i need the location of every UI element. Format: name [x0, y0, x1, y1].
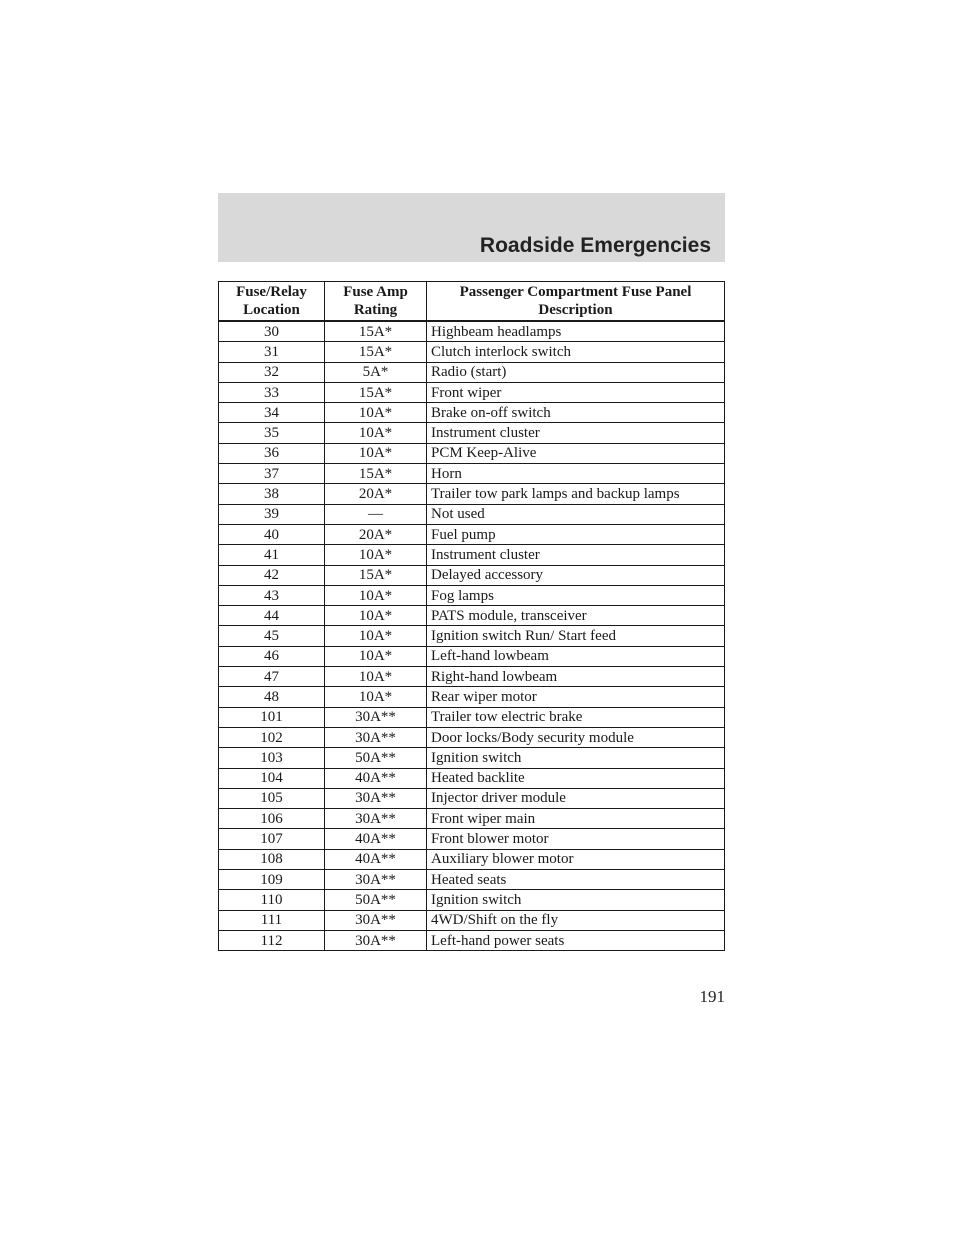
cell-location: 109 — [219, 870, 325, 890]
cell-location: 30 — [219, 321, 325, 342]
header-rating — [325, 282, 427, 322]
cell-location: 106 — [219, 809, 325, 829]
cell-location: 105 — [219, 788, 325, 808]
table-row — [219, 545, 725, 565]
cell-location: 41 — [219, 545, 325, 565]
cell-location: 104 — [219, 768, 325, 788]
table-row — [219, 423, 725, 443]
table-row — [219, 748, 725, 768]
table-row — [219, 930, 725, 950]
cell-description: PCM Keep-Alive — [427, 443, 725, 463]
table-row — [219, 788, 725, 808]
cell-description: Fog lamps — [427, 585, 725, 605]
cell-description: Instrument cluster — [427, 423, 725, 443]
cell-description: Trailer tow park lamps and backup lamps — [427, 484, 725, 504]
page-number: 191 — [699, 987, 725, 1006]
cell-description: Front blower motor — [427, 829, 725, 849]
table-row — [219, 910, 725, 930]
table-row — [219, 849, 725, 869]
header-text: Rating — [353, 302, 398, 318]
cell-location: 33 — [219, 382, 325, 402]
cell-location: 39 — [219, 504, 325, 524]
cell-rating: 40A** — [325, 768, 427, 788]
cell-rating: 30A** — [325, 910, 427, 930]
cell-rating: 15A* — [325, 321, 427, 342]
cell-description: Trailer tow electric brake — [427, 707, 725, 727]
cell-location: 47 — [219, 667, 325, 687]
cell-rating: 10A* — [325, 545, 427, 565]
cell-rating: 5A* — [325, 362, 427, 382]
cell-location: 34 — [219, 403, 325, 423]
table-row — [219, 342, 725, 362]
table-row — [219, 321, 725, 342]
cell-description: 4WD/Shift on the fly — [427, 910, 725, 930]
cell-location: 32 — [219, 362, 325, 382]
table-row — [219, 524, 725, 544]
cell-description: Instrument cluster — [427, 545, 725, 565]
cell-rating: 30A** — [325, 870, 427, 890]
cell-rating: 10A* — [325, 687, 427, 707]
table-row — [219, 443, 725, 463]
cell-description: Heated seats — [427, 870, 725, 890]
header-text: Passenger Compartment Fuse Panel — [459, 284, 692, 300]
cell-rating: 30A** — [325, 788, 427, 808]
table-row — [219, 626, 725, 646]
cell-description: Ignition switch — [427, 748, 725, 768]
cell-description: Fuel pump — [427, 524, 725, 544]
cell-rating: 10A* — [325, 667, 427, 687]
header-location — [219, 282, 325, 322]
header-text: Fuse/Relay — [236, 284, 307, 300]
cell-description: Delayed accessory — [427, 565, 725, 585]
cell-location: 40 — [219, 524, 325, 544]
section-title: Roadside Emergencies — [479, 234, 711, 257]
cell-description: Ignition switch — [427, 890, 725, 910]
cell-description: Horn — [427, 464, 725, 484]
cell-rating: 10A* — [325, 403, 427, 423]
cell-location: 31 — [219, 342, 325, 362]
cell-location: 38 — [219, 484, 325, 504]
cell-location: 112 — [219, 930, 325, 950]
cell-description: Injector driver module — [427, 788, 725, 808]
cell-rating: 15A* — [325, 382, 427, 402]
header-text: Fuse Amp — [343, 284, 408, 300]
table-header-row — [219, 282, 725, 322]
header-text: Location — [243, 302, 300, 318]
cell-location: 43 — [219, 585, 325, 605]
table-body — [219, 321, 725, 951]
header-description — [427, 282, 725, 322]
cell-rating: 10A* — [325, 585, 427, 605]
table-row — [219, 727, 725, 747]
cell-location: 108 — [219, 849, 325, 869]
cell-rating: 40A** — [325, 829, 427, 849]
fuse-table — [218, 281, 725, 951]
table-row — [219, 667, 725, 687]
table-row — [219, 829, 725, 849]
table-row — [219, 768, 725, 788]
cell-description: Ignition switch Run/ Start feed — [427, 626, 725, 646]
cell-description: Auxiliary blower motor — [427, 849, 725, 869]
section-header — [218, 193, 725, 262]
cell-rating: 10A* — [325, 646, 427, 666]
table-row — [219, 382, 725, 402]
table-row — [219, 809, 725, 829]
cell-location: 44 — [219, 606, 325, 626]
cell-rating: 50A** — [325, 748, 427, 768]
cell-location: 110 — [219, 890, 325, 910]
cell-location: 101 — [219, 707, 325, 727]
table-row — [219, 606, 725, 626]
cell-rating: 20A* — [325, 484, 427, 504]
table-row — [219, 484, 725, 504]
header-text: Description — [538, 302, 613, 318]
table-row — [219, 362, 725, 382]
cell-description: Front wiper — [427, 382, 725, 402]
cell-rating: 10A* — [325, 423, 427, 443]
cell-location: 45 — [219, 626, 325, 646]
cell-rating: 20A* — [325, 524, 427, 544]
cell-description: Heated backlite — [427, 768, 725, 788]
cell-rating: 10A* — [325, 606, 427, 626]
table-row — [219, 565, 725, 585]
table-row — [219, 403, 725, 423]
cell-location: 107 — [219, 829, 325, 849]
cell-location: 36 — [219, 443, 325, 463]
cell-rating: 10A* — [325, 443, 427, 463]
cell-description: Left-hand lowbeam — [427, 646, 725, 666]
cell-location: 42 — [219, 565, 325, 585]
cell-location: 35 — [219, 423, 325, 443]
cell-rating: — — [325, 504, 427, 524]
cell-description: Rear wiper motor — [427, 687, 725, 707]
cell-rating: 40A** — [325, 849, 427, 869]
cell-description: Highbeam headlamps — [427, 321, 725, 342]
table-row — [219, 646, 725, 666]
cell-description: PATS module, transceiver — [427, 606, 725, 626]
cell-rating: 15A* — [325, 565, 427, 585]
cell-description: Left-hand power seats — [427, 930, 725, 950]
table-row — [219, 504, 725, 524]
cell-description: Brake on-off switch — [427, 403, 725, 423]
table-row — [219, 870, 725, 890]
cell-description: Radio (start) — [427, 362, 725, 382]
cell-rating: 30A** — [325, 930, 427, 950]
cell-location: 111 — [219, 910, 325, 930]
cell-location: 103 — [219, 748, 325, 768]
cell-description: Right-hand lowbeam — [427, 667, 725, 687]
cell-location: 102 — [219, 727, 325, 747]
cell-description: Clutch interlock switch — [427, 342, 725, 362]
cell-location: 48 — [219, 687, 325, 707]
cell-description: Not used — [427, 504, 725, 524]
cell-rating: 30A** — [325, 707, 427, 727]
cell-rating: 15A* — [325, 464, 427, 484]
cell-rating: 15A* — [325, 342, 427, 362]
cell-rating: 30A** — [325, 809, 427, 829]
table-row — [219, 890, 725, 910]
table-row — [219, 707, 725, 727]
cell-rating: 50A** — [325, 890, 427, 910]
table-row — [219, 464, 725, 484]
cell-description: Front wiper main — [427, 809, 725, 829]
table-row — [219, 687, 725, 707]
cell-rating: 30A** — [325, 727, 427, 747]
cell-description: Door locks/Body security module — [427, 727, 725, 747]
table-row — [219, 585, 725, 605]
cell-location: 46 — [219, 646, 325, 666]
cell-rating: 10A* — [325, 626, 427, 646]
cell-location: 37 — [219, 464, 325, 484]
